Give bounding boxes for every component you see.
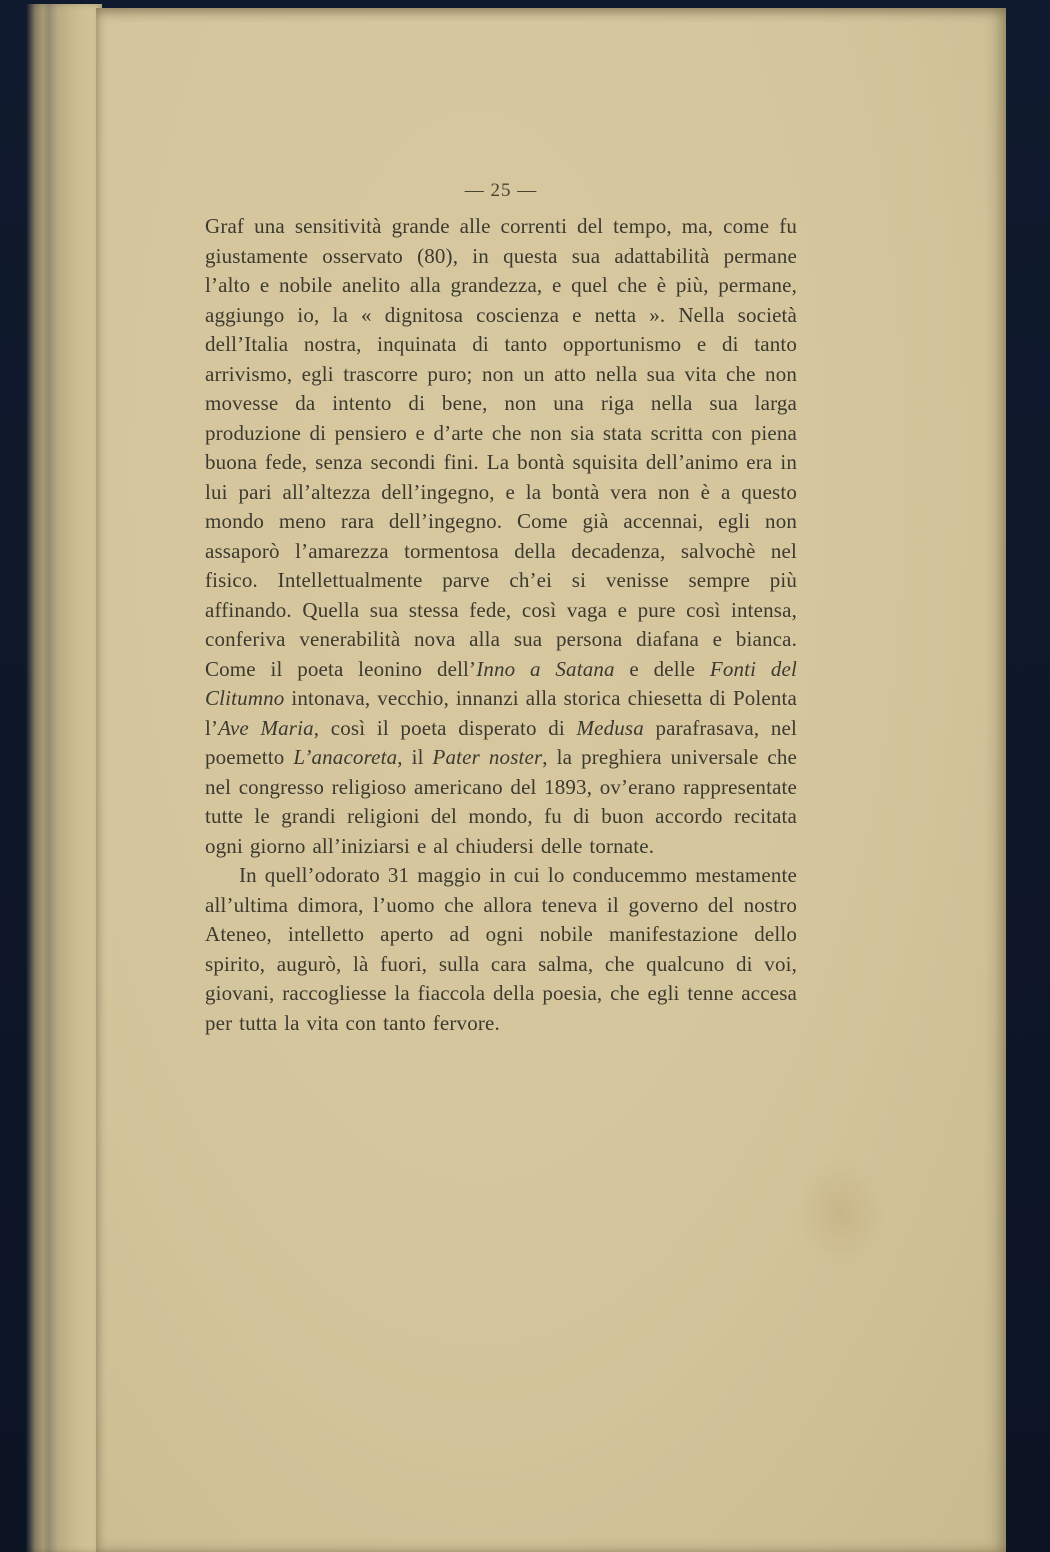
page-number: — 25 — <box>464 180 538 201</box>
italic-text-run: Ave Maria <box>218 715 314 740</box>
text-run: parafrasava, nel poemetto <box>205 715 798 769</box>
body-text <box>205 212 797 1038</box>
paper-stain <box>796 1158 886 1268</box>
book-page-edges <box>26 4 102 1552</box>
italic-text-run: Pater noster <box>432 745 543 769</box>
italic-text-run: Inno a Satana <box>476 656 615 681</box>
text-run: In quell’odorato 31 maggio in cui lo conducemmo mestamente all’ultima dimora, l’uomo che allora teneva il governo del nostro Ateneo, intelletto aperto ad ogni nobile manifestazione dello spirito, augurò, là fuori, sulla cara salma, che qualcuno di voi, giovani, raccogliesse la fiaccola della poesia, che egli tenne accesa per tutta la vita con tanto fervore. <box>205 863 797 1035</box>
paragraph <box>205 212 797 861</box>
text-run: intonava, vecchio, innanzi alla storica chiesetta di Polenta l’ <box>205 686 797 740</box>
book-page <box>96 8 1006 1552</box>
italic-text-run: Fonti del Clitumno <box>205 656 797 710</box>
text-run: Graf una sensitività grande alle correnti del tempo, ma, come fu giustamente osservato (80), in questa sua adattabilità permane l’alto e nobile anelito alla grandezza, e quel che è più, permane, aggiungo io, la « dignitosa coscienza e netta ». Nella società dell’Italia nostra, inquinata di tanto opportunismo e di tanto arrivismo, egli trascorre puro; non un atto nella sua vita che non movesse da intento di bene, non una riga nella sua larga produzione di pensiero e d’arte che non sia stata scritta con piena buona fede, senza secondi fini. La bontà squisita dell’animo era in lui pari all’altezza dell’ingegno, e la bontà vera non è a questo mondo meno rara dell’ingegno. Come già accennai, egli non assaporò l’amarezza tormentosa della decadenza, salvochè nel fisico. Intellettualmente parve ch’ei si venisse sempre più affinando. Quella sua stessa fede, così vaga e pure così intensa, conferiva venerabilità nova alla sua persona diafana e bianca. Come il poeta leonino dell’ <box>205 214 797 681</box>
text-run: , la preghiera universale che nel congresso religioso americano del 1893, ov’erano rappresentate tutte le grandi religioni del mondo, fu di buon accordo recitata ogni giorno all’iniziarsi e al chiudersi delle tornate. <box>205 745 798 858</box>
paragraph <box>205 861 797 1038</box>
italic-text-run: Medusa <box>576 715 644 740</box>
text-run: , il <box>397 745 433 769</box>
text-run: e delle <box>614 656 710 681</box>
text-run: , così il poeta disperato di <box>313 715 577 740</box>
italic-text-run: L’anacoreta <box>293 745 398 769</box>
